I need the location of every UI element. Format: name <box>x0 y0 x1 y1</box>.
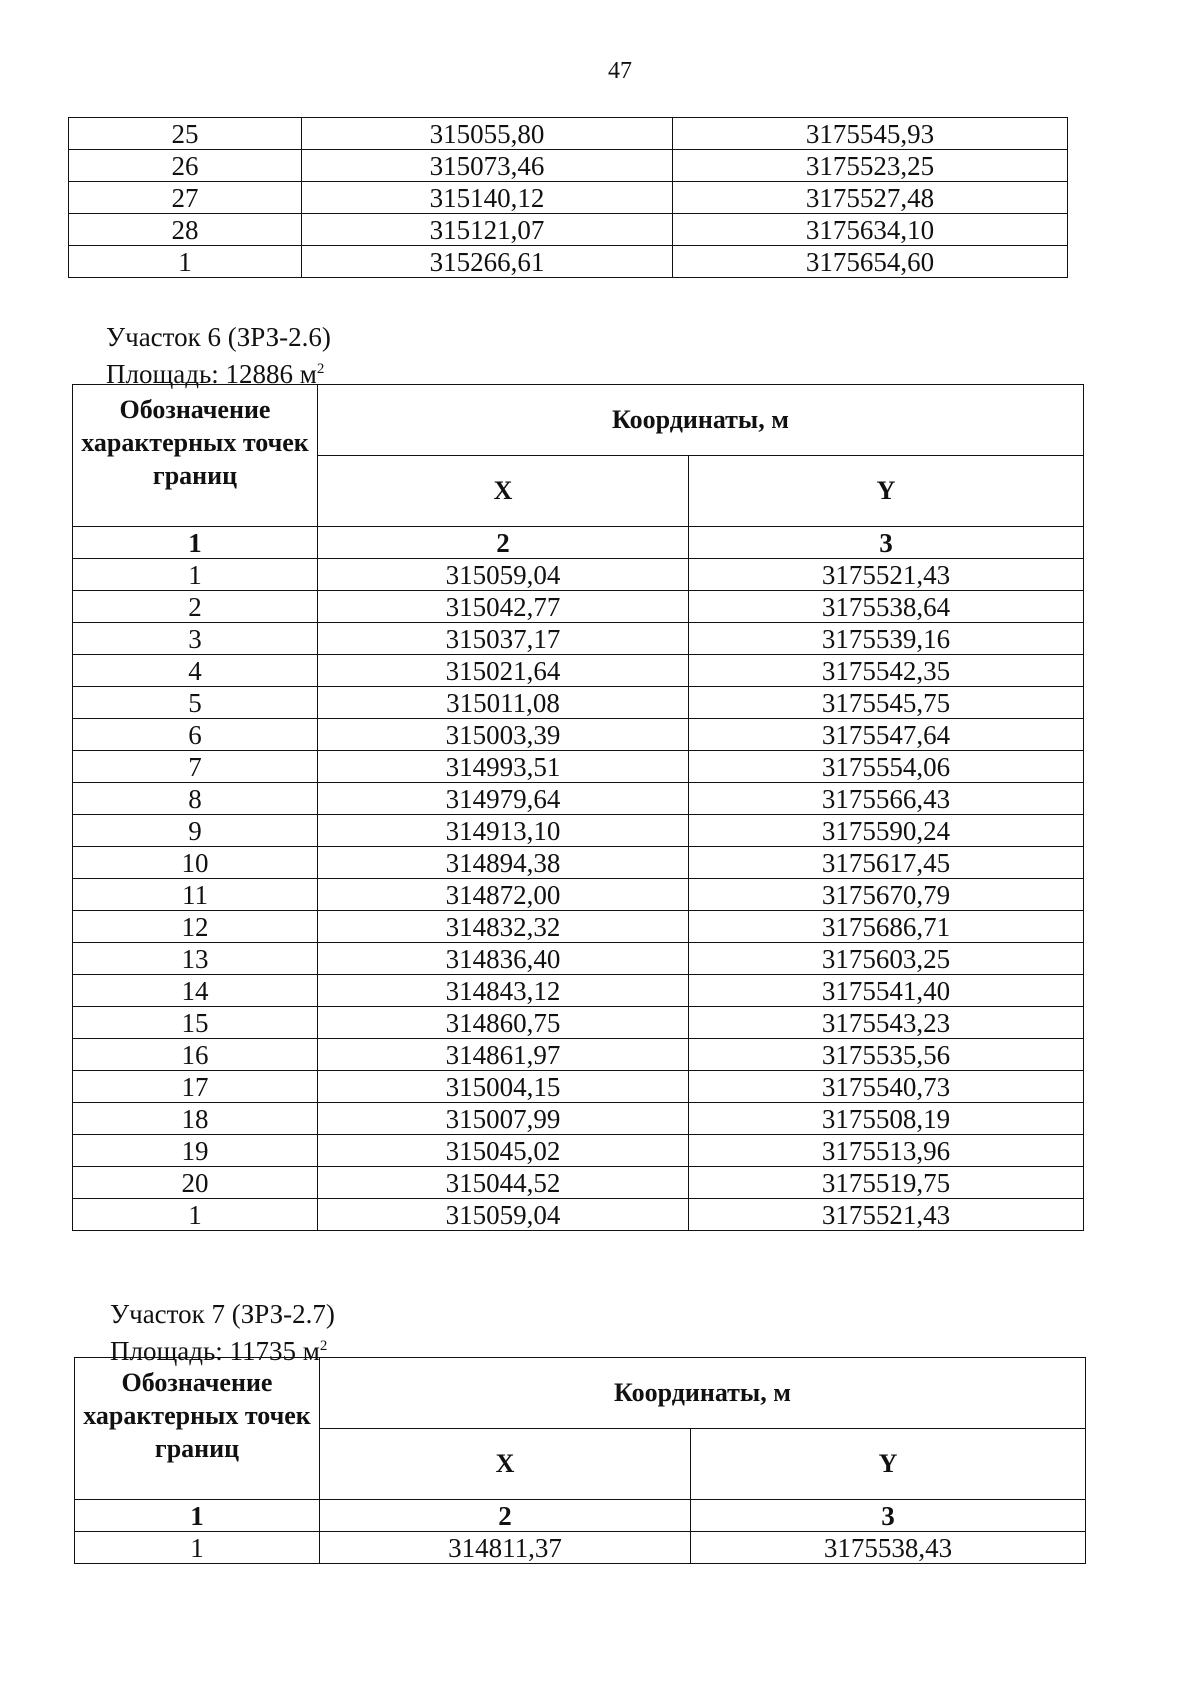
table-row <box>73 1039 1084 1071</box>
x-coordinate-cell: 314843,12 <box>318 975 689 1007</box>
point-id-cell: 17 <box>73 1071 318 1103</box>
x-coordinate-cell: 315073,46 <box>302 150 673 182</box>
x-coordinate-cell: 314836,40 <box>318 943 689 975</box>
point-id-cell: 7 <box>73 751 318 783</box>
table-row <box>73 687 1084 719</box>
table-row <box>73 1199 1084 1231</box>
y-coordinate-cell: 3175513,96 <box>689 1135 1084 1167</box>
y-coordinate-cell: 3175654,60 <box>673 246 1068 278</box>
table-row <box>73 1007 1084 1039</box>
y-coordinate-cell: 3175686,71 <box>689 911 1084 943</box>
section-area: Площадь: 12886 $м^2$ <box>106 359 325 389</box>
y-coordinate-cell: 3175541,40 <box>689 975 1084 1007</box>
x-coordinate-cell: 315011,08 <box>318 687 689 719</box>
y-coordinate-cell: 3175539,16 <box>689 623 1084 655</box>
x-coordinate-cell: 315004,15 <box>318 1071 689 1103</box>
y-coordinate-cell: 3175538,64 <box>689 591 1084 623</box>
x-coordinate-cell: 314860,75 <box>318 1007 689 1039</box>
table-row <box>73 655 1084 687</box>
header-y: Y <box>691 1429 1086 1500</box>
point-id-cell: 9 <box>73 815 318 847</box>
x-coordinate-cell: 315044,52 <box>318 1167 689 1199</box>
table-row <box>73 879 1084 911</box>
section-title: Участок 7 (ЗРЗ-2.7) <box>110 1299 335 1329</box>
y-coordinate-cell: 3175542,35 <box>689 655 1084 687</box>
point-id-cell: 18 <box>73 1103 318 1135</box>
y-coordinate-cell: 3175538,43 <box>691 1532 1086 1564</box>
point-id-cell: 1 <box>69 246 302 278</box>
x-coordinate-cell: 315266,61 <box>302 246 673 278</box>
x-coordinate-cell: 315059,04 <box>318 559 689 591</box>
point-id-cell: 15 <box>73 1007 318 1039</box>
table-row <box>73 815 1084 847</box>
point-id-cell: 1 <box>73 1199 318 1231</box>
table-row <box>73 1135 1084 1167</box>
column-index: 2 <box>318 527 689 559</box>
y-coordinate-cell: 3175519,75 <box>689 1167 1084 1199</box>
point-id-cell: 26 <box>69 150 302 182</box>
y-coordinate-cell: 3175547,64 <box>689 719 1084 751</box>
y-coordinate-cell: 3175521,43 <box>689 559 1084 591</box>
point-id-cell: 5 <box>73 687 318 719</box>
column-index: 1 <box>75 1500 320 1532</box>
point-id-cell: 12 <box>73 911 318 943</box>
y-coordinate-cell: 3175508,19 <box>689 1103 1084 1135</box>
header-label: Обозначение характерных точек границ <box>75 1358 320 1500</box>
x-coordinate-cell: 315045,02 <box>318 1135 689 1167</box>
table-row <box>73 623 1084 655</box>
table-row <box>73 911 1084 943</box>
column-index: 1 <box>73 527 318 559</box>
column-index: 3 <box>691 1500 1086 1532</box>
point-id-cell: 10 <box>73 847 318 879</box>
table-row <box>73 847 1084 879</box>
table-row <box>69 246 1068 278</box>
table-row <box>69 214 1068 246</box>
table-row <box>69 118 1068 150</box>
point-id-cell: 1 <box>75 1532 320 1564</box>
x-coordinate-cell: 314832,32 <box>318 911 689 943</box>
table-row <box>73 559 1084 591</box>
table-row <box>73 1103 1084 1135</box>
table-row <box>69 182 1068 214</box>
y-coordinate-cell: 3175566,43 <box>689 783 1084 815</box>
x-coordinate-cell: 315059,04 <box>318 1199 689 1231</box>
section-6-caption <box>106 321 331 390</box>
x-coordinate-cell: 315037,17 <box>318 623 689 655</box>
x-coordinate-cell: 314872,00 <box>318 879 689 911</box>
x-coordinate-cell: 314979,64 <box>318 783 689 815</box>
y-coordinate-cell: 3175603,25 <box>689 943 1084 975</box>
point-id-cell: 6 <box>73 719 318 751</box>
y-coordinate-cell: 3175535,56 <box>689 1039 1084 1071</box>
x-coordinate-cell: 315003,39 <box>318 719 689 751</box>
y-coordinate-cell: 3175527,48 <box>673 182 1068 214</box>
y-coordinate-cell: 3175670,79 <box>689 879 1084 911</box>
column-index: 2 <box>320 1500 691 1532</box>
section-title: Участок 6 (ЗРЗ-2.6) <box>106 322 331 352</box>
point-id-cell: 1 <box>73 559 318 591</box>
x-coordinate-cell: 315007,99 <box>318 1103 689 1135</box>
header-label: Обозначение характерных точек границ <box>73 385 318 527</box>
point-id-cell: 16 <box>73 1039 318 1071</box>
table-body <box>73 559 1084 1231</box>
point-id-cell: 28 <box>69 214 302 246</box>
coordinates-table-section-6 <box>72 384 1084 1231</box>
page-number: 47 <box>608 58 632 84</box>
x-coordinate-cell: 315121,07 <box>302 214 673 246</box>
point-id-cell: 25 <box>69 118 302 150</box>
table-row <box>75 1532 1086 1564</box>
point-id-cell: 27 <box>69 182 302 214</box>
point-id-cell: 8 <box>73 783 318 815</box>
y-coordinate-cell: 3175543,23 <box>689 1007 1084 1039</box>
x-coordinate-cell: 315042,77 <box>318 591 689 623</box>
point-id-cell: 3 <box>73 623 318 655</box>
table-row <box>73 591 1084 623</box>
x-coordinate-cell: 315055,80 <box>302 118 673 150</box>
table-body <box>75 1532 1086 1564</box>
y-coordinate-cell: 3175545,93 <box>673 118 1068 150</box>
header-coordinates: Координаты, м <box>318 385 1084 456</box>
header-x: X <box>320 1429 691 1500</box>
y-coordinate-cell: 3175634,10 <box>673 214 1068 246</box>
table-row <box>73 1071 1084 1103</box>
point-id-cell: 19 <box>73 1135 318 1167</box>
y-coordinate-cell: 3175617,45 <box>689 847 1084 879</box>
x-coordinate-cell: 315021,64 <box>318 655 689 687</box>
table-row <box>73 751 1084 783</box>
table-row <box>73 719 1084 751</box>
y-coordinate-cell: 3175590,24 <box>689 815 1084 847</box>
x-coordinate-cell: 315140,12 <box>302 182 673 214</box>
header-y: Y <box>689 456 1084 527</box>
x-coordinate-cell: 314861,97 <box>318 1039 689 1071</box>
table-row <box>73 1167 1084 1199</box>
point-id-cell: 20 <box>73 1167 318 1199</box>
x-coordinate-cell: 314993,51 <box>318 751 689 783</box>
table-row <box>73 975 1084 1007</box>
point-id-cell: 2 <box>73 591 318 623</box>
point-id-cell: 14 <box>73 975 318 1007</box>
table-row <box>73 943 1084 975</box>
table-body <box>69 118 1068 278</box>
y-coordinate-cell: 3175521,43 <box>689 1199 1084 1231</box>
y-coordinate-cell: 3175545,75 <box>689 687 1084 719</box>
x-coordinate-cell: 314811,37 <box>320 1532 691 1564</box>
y-coordinate-cell: 3175554,06 <box>689 751 1084 783</box>
table-row <box>73 783 1084 815</box>
y-coordinate-cell: 3175523,25 <box>673 150 1068 182</box>
table-row <box>69 150 1068 182</box>
coordinates-table-section-7 <box>74 1357 1086 1564</box>
column-index: 3 <box>689 527 1084 559</box>
point-id-cell: 11 <box>73 879 318 911</box>
point-id-cell: 4 <box>73 655 318 687</box>
header-coordinates: Координаты, м <box>320 1358 1086 1429</box>
y-coordinate-cell: 3175540,73 <box>689 1071 1084 1103</box>
x-coordinate-cell: 314913,10 <box>318 815 689 847</box>
x-coordinate-cell: 314894,38 <box>318 847 689 879</box>
coordinates-table-continued <box>68 117 1068 278</box>
section-area: Площадь: 11735 $м^2$ <box>110 1336 328 1366</box>
header-x: X <box>318 456 689 527</box>
point-id-cell: 13 <box>73 943 318 975</box>
